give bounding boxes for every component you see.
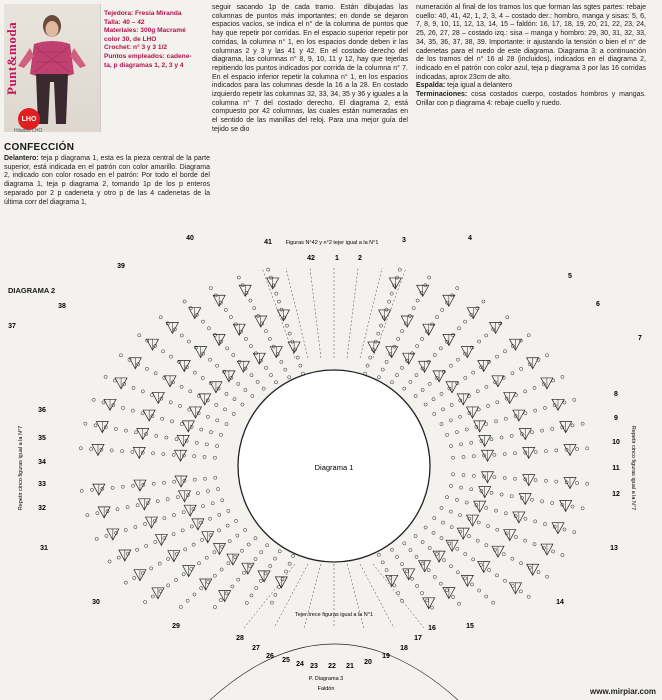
terminaciones-text: cosa costados cuerpo, costados hombros y mangas. Orillar con p diagrama 4: rebaje cuello y ruedo. <box>416 91 646 107</box>
site-watermark: www.mirpiar.com <box>590 687 656 696</box>
column-number-42: 42 <box>307 255 315 262</box>
brand-logo: Punt&moda <box>4 21 19 95</box>
column-number-25: 25 <box>282 657 290 664</box>
text-column-3 <box>416 4 646 108</box>
lho-badge: LHO <box>18 108 40 130</box>
info-line: Tejedora: Fresia Miranda <box>104 10 182 17</box>
top-note: Figuras N°42 y n°2 tejer igual a la N°1 <box>285 240 379 246</box>
column-number-23: 23 <box>310 663 318 670</box>
column-number-30: 30 <box>92 599 100 606</box>
text-column-2 <box>212 4 408 135</box>
info-line: Materiales: 300g Macramé <box>104 27 186 35</box>
column-number-5: 5 <box>568 273 572 280</box>
column-number-7: 7 <box>638 335 642 342</box>
column-number-38: 38 <box>58 303 66 310</box>
column-number-19: 19 <box>382 653 390 660</box>
column-number-37: 37 <box>8 323 16 330</box>
column-number-21: 21 <box>346 663 354 670</box>
column-number-16: 16 <box>428 625 436 632</box>
info-line: color 30, de LHO <box>104 35 157 43</box>
column-number-14: 14 <box>556 599 564 606</box>
column-number-1: 1 <box>335 255 339 262</box>
column-number-39: 39 <box>117 263 125 270</box>
column-number-9: 9 <box>614 415 618 422</box>
column-number-31: 31 <box>40 545 48 552</box>
column-number-18: 18 <box>400 645 408 652</box>
column-number-6: 6 <box>596 301 600 308</box>
column-number-20: 20 <box>364 659 372 666</box>
column-number-4: 4 <box>468 235 472 242</box>
info-line: Puntos empleados: cadene- <box>104 52 192 60</box>
column-number-33: 33 <box>38 481 46 488</box>
info-line: Talla: 40 – 42 <box>104 18 145 26</box>
column-number-32: 32 <box>38 505 46 512</box>
diagram-3-label: P. Diagrama 3 <box>308 676 344 682</box>
column-number-8: 8 <box>614 391 618 398</box>
pattern-info <box>104 10 204 70</box>
column-number-10: 10 <box>612 439 620 446</box>
right-note: Repetir cinco figuras igual a la N°7 <box>630 425 636 511</box>
left-note: Repetir cinco figuras igual a la N°7 <box>18 425 24 511</box>
column-number-3: 3 <box>402 237 406 244</box>
column-number-12: 12 <box>612 491 620 498</box>
delantero-text: teja p diagrama 1, esta es la pieza central de la parte superior, está indicada en el patrón con color amarillo. Diagrama 2, indicado con color rosado en el patrón: Por todo el borde del diagrama 1, teja p diagrama 2, tomando 1p de los p enteros separado por 2 p cadeneta y otro p de las 4 cadenetas de la última corr del diagrama 1, <box>4 155 210 206</box>
text-column-1 <box>4 155 210 207</box>
bottom-note: Tejer trece figuras igual a la N°1 <box>294 612 374 618</box>
column-number-24: 24 <box>296 661 304 668</box>
column-number-41: 41 <box>264 239 272 246</box>
model-photo <box>4 4 101 132</box>
column-number-35: 35 <box>38 435 46 442</box>
espalda-text: teja igual a delantero <box>445 82 513 90</box>
terminaciones-lead: Terminaciones: <box>416 91 468 99</box>
info-line: ta, p diagramas 1, 2, 3 y 4 <box>104 61 184 69</box>
crochet-diagram <box>0 228 662 700</box>
column-number-26: 26 <box>266 653 274 660</box>
column-number-29: 29 <box>172 623 180 630</box>
espalda-lead: Espalda: <box>416 82 446 90</box>
diagram-2-label: DIAGRAMA 2 <box>8 286 56 295</box>
column-number-28: 28 <box>236 635 244 642</box>
instructions-text: seguir sacando 1p de cada tramo. Están dibujadas las columnas de puntos más importantes; en donde se dejaron espacios vacíos, se indica el n° de la columna de puntos que hay que repetir por corridas. En el espacio superior repetir por corridas, la columna n° 1, en los espacios donde deben ir las columnas 2 y 3 y las 41 y 42. En el costado derecho del diagrama, las columnas n° 8, 9, 10, 11 y 12, hay que tejerlas repitiendo los puntos indicados por corrida de la columna n° 7. En el espacio inferior repetir la columna n° 1, en los espacios indicados para las columnas desde la 16 a la 28. En costado izquierdo repetir las columnas 32, 33, 34, 35 y 36 y iguales a la columna n° 7 del costado derecho. El diagrama 2, está compuesto por 42 columnas, las cuales están numeradas en el sentido de las manillas del reloj. Para una mejor guía del tejido se dio <box>212 4 408 133</box>
column-number-34: 34 <box>38 459 46 466</box>
column-number-11: 11 <box>612 465 620 472</box>
column-number-17: 17 <box>414 635 422 642</box>
delantero-lead: Delantero: <box>4 155 39 162</box>
section-heading: CONFECCIÓN <box>4 142 75 153</box>
column-number-22: 22 <box>328 663 336 670</box>
faldon-label: Faldón <box>317 686 335 692</box>
column-number-40: 40 <box>186 235 194 242</box>
center-label: Diagrama 1 <box>314 463 354 472</box>
column-number-13: 13 <box>610 545 618 552</box>
info-line: Crochet: n° 3 y 3 1/2 <box>104 44 168 52</box>
numbering-text: numeración al final de los tramos los que forman las sgtes partes: rebaje cuello: 40, 41, 42, 1, 2, 3, 4 – costado der.: hombro, manga y sisas: 5, 6, 7, 8, 9, 10, 11, 12, 13, 14, 15 – faldón: 16, 17, 18, 19, 20, 21, 22, 23, 24, 25, 26, 27, 28 – costado izq.: sisa – manga y hombro: 29, 30, 31, 32, 33, 34, 35, 36, 37, 38, 39. Importante: ir ajustando la tensión o bien el n° de cadenetas para el ruedo de este diagrama. Diagrama 3: a continuación de los tramos del n° 16 al 28 (incluidos), indicados en el diagrama 2, indicado en el patrón con color azul, teja p diagrama 3 por las 16 corridas indicadas, aprox 23cm de alto. <box>416 4 646 81</box>
column-number-2: 2 <box>358 255 362 262</box>
column-number-15: 15 <box>466 623 474 630</box>
column-number-27: 27 <box>252 645 260 652</box>
column-number-36: 36 <box>38 407 46 414</box>
lho-badge-sub: Hilados LHO <box>14 128 43 132</box>
